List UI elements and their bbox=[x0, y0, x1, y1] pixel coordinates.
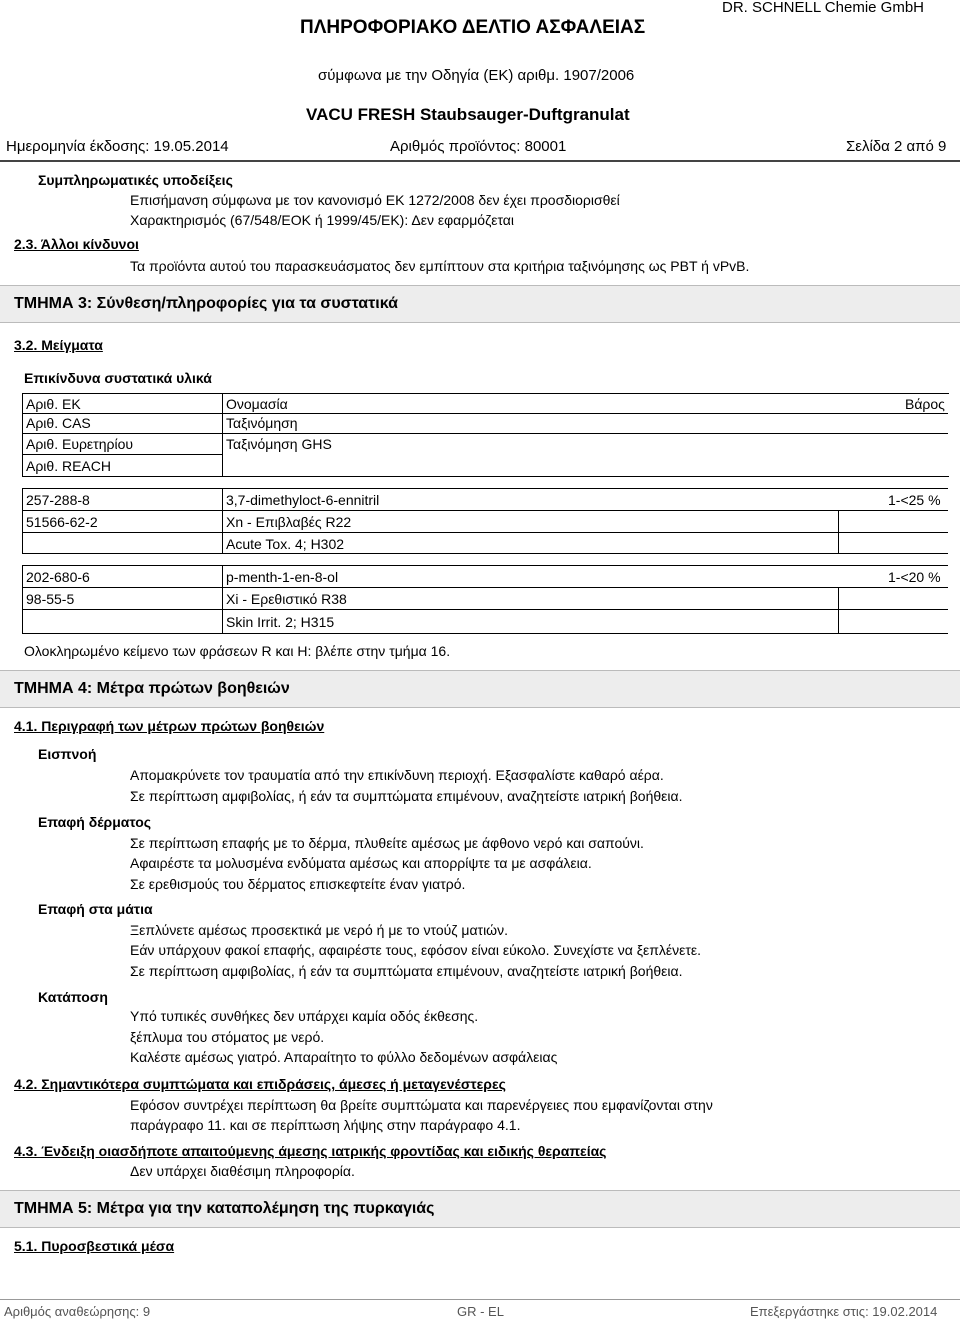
skin-label: Επαφή δέρματος bbox=[38, 814, 152, 830]
header-divider bbox=[0, 160, 960, 162]
component-weight: 1-<25 % bbox=[888, 492, 941, 508]
col-class: Ταξινόμηση bbox=[226, 415, 298, 431]
component-ghs: Acute Tox. 4; H302 bbox=[226, 536, 345, 552]
skin-text-1: Σε περίπτωση επαφής με το δέρμα, πλυθείτε αμέσως με άφθονο νερό και σαπούνι. bbox=[130, 835, 644, 851]
ingestion-text-2: ξέπλυμα του στόματος με νερό. bbox=[130, 1029, 325, 1045]
col-ec: Αριθ. ΕΚ bbox=[26, 396, 81, 412]
component-cas: 98-55-5 bbox=[26, 591, 75, 607]
issue-date: Ημερομηνία έκδοσης: 19.05.2014 bbox=[6, 138, 229, 155]
supplementary-line2: Χαρακτηρισμός (67/548/ΕΟΚ ή 1999/45/ΕΚ): Δεν εφαρμόζεται bbox=[130, 212, 515, 228]
section-5-bar bbox=[0, 1190, 960, 1228]
regulation-text: σύμφωνα με την Οδηγία (ΕΚ) αριθμ. 1907/2006 bbox=[318, 67, 635, 84]
edited-date: Επεξεργάστηκε στις: 19.02.2014 bbox=[750, 1304, 938, 1319]
section-3-bar bbox=[0, 285, 960, 323]
skin-text-2: Αφαιρέστε τα μολυσμένα ενδύματα αμέσως και απορρίψτε τα με ασφάλεια. bbox=[130, 855, 592, 871]
medical-attention-text: Δεν υπάρχει διαθέσιμη πληροφορία. bbox=[130, 1163, 355, 1179]
hazardous-components-heading: Επικίνδυνα συστατικά υλικά bbox=[24, 370, 212, 386]
inhalation-text-2: Σε περίπτωση αμφιβολίας, ή εάν τα συμπτώματα επιμένουν, αναζητείστε ιατρική βοήθεια. bbox=[130, 788, 683, 804]
first-aid-description-heading: 4.1. Περιγραφή των μέτρων πρώτων βοηθειών bbox=[14, 718, 325, 734]
component-class: Xn - Επιβλαβές R22 bbox=[226, 514, 352, 530]
col-name: Ονομασία bbox=[226, 396, 288, 412]
supplementary-line1: Επισήμανση σύμφωνα με τον κανονισμό ΕΚ 1272/2008 δεν έχει προσδιορισθεί bbox=[130, 192, 620, 208]
mixtures-heading: 3.2. Μείγματα bbox=[14, 337, 103, 353]
full-text-note: Ολοκληρωμένο κείμενο των φράσεων R και H: βλέπε στην τμήμα 16. bbox=[24, 643, 451, 659]
symptoms-text-2: παράγραφο 11. και σε περίπτωση λήψης στην παράγραφο 4.1. bbox=[130, 1117, 521, 1133]
ingestion-text-3: Καλέστε αμέσως γιατρό. Απαραίτητο το φύλλο δεδομένων ασφάλειας bbox=[130, 1049, 558, 1065]
product-name: VACU FRESH Staubsauger-Duftgranulat bbox=[306, 105, 630, 124]
col-index: Αριθ. Ευρετηρίου bbox=[26, 436, 134, 452]
inhalation-label: Εισπνοή bbox=[38, 746, 97, 762]
document-title: ΠΛΗΡΟΦΟΡΙΑΚΟ ΔΕΛΤΙΟ ΑΣΦΑΛΕΙΑΣ bbox=[300, 17, 646, 38]
col-reach: Αριθ. REACH bbox=[26, 458, 111, 474]
table-header-box bbox=[22, 393, 949, 477]
other-hazards-text: Τα προϊόντα αυτού του παρασκευάσματος δεν εμπίπτουν στα κριτήρια ταξινόμησης ως PBT ή vPvB. bbox=[130, 258, 750, 274]
extinguishing-media-heading: 5.1. Πυροσβεστικά μέσα bbox=[14, 1238, 175, 1254]
col-cas: Αριθ. CAS bbox=[26, 415, 91, 431]
section-4-title: ΤΜΗΜΑ 4: Μέτρα πρώτων βοηθειών bbox=[14, 680, 290, 697]
table-col-divider bbox=[222, 393, 223, 476]
component-class: Xi - Ερεθιστικό R38 bbox=[226, 591, 347, 607]
component-name: 3,7-dimethyloct-6-ennitril bbox=[226, 492, 380, 508]
col-weight: Βάρος bbox=[905, 396, 945, 412]
language-code: GR - EL bbox=[457, 1304, 504, 1319]
medical-attention-heading: 4.3. Ένδειξη οιασδήποτε απαιτούμενης άμεσης ιατρικής φροντίδας και ειδικής θεραπείας bbox=[14, 1143, 607, 1159]
company-name: DR. SCHNELL Chemie GmbH bbox=[722, 0, 924, 16]
inhalation-text-1: Απομακρύνετε τον τραυματία από την επικίνδυνη περιοχή. Εξασφαλίστε καθαρό αέρα. bbox=[130, 767, 664, 783]
ingestion-label: Κατάποση bbox=[38, 989, 108, 1005]
table-row: 257-288-8 bbox=[26, 492, 90, 508]
revision-number: Αριθμός αναθεώρησης: 9 bbox=[4, 1304, 151, 1319]
supplementary-heading: Συμπληρωματικές υποδείξεις bbox=[38, 172, 233, 188]
component-ghs: Skin Irrit. 2; H315 bbox=[226, 614, 335, 630]
product-number: Αριθμός προϊόντος: 80001 bbox=[390, 138, 567, 155]
table-row: 202-680-6 bbox=[26, 569, 90, 585]
other-hazards-heading: 2.3. Άλλοι κίνδυνοι bbox=[14, 236, 139, 252]
eyes-text-1: Ξεπλύνετε αμέσως προσεκτικά με νερό ή με το ντούζ ματιών. bbox=[130, 922, 508, 938]
component-name: p-menth-1-en-8-ol bbox=[226, 569, 339, 585]
symptoms-text-1: Εφόσον συντρέχει περίπτωση θα βρείτε συμπτώματα και παρενέργειες που εμφανίζονται στην bbox=[130, 1097, 713, 1113]
page-number: Σελίδα 2 από 9 bbox=[846, 138, 947, 155]
footer-divider bbox=[0, 1299, 960, 1300]
symptoms-heading: 4.2. Σημαντικότερα συμπτώματα και επιδράσεις, άμεσες ή μεταγενέστερες bbox=[14, 1076, 506, 1092]
section-5-title: ΤΜΗΜΑ 5: Μέτρα για την καταπολέμηση της πυρκαγιάς bbox=[14, 1200, 435, 1217]
component-cas: 51566-62-2 bbox=[26, 514, 98, 530]
component-weight: 1-<20 % bbox=[888, 569, 941, 585]
eyes-text-2: Εάν υπάρχουν φακοί επαφής, αφαιρέστε τους, εφόσον είναι εύκολο. Συνεχίστε να ξεπλένετε. bbox=[130, 942, 702, 958]
eyes-label: Επαφή στα μάτια bbox=[38, 901, 153, 917]
ingestion-text-1: Υπό τυπικές συνθήκες δεν υπάρχει καμία οδός έκθεσης. bbox=[130, 1008, 479, 1024]
eyes-text-3: Σε περίπτωση αμφιβολίας, ή εάν τα συμπτώματα επιμένουν, αναζητείστε ιατρική βοήθεια. bbox=[130, 963, 683, 979]
col-ghs: Ταξινόμηση GHS bbox=[226, 436, 332, 452]
section-4-bar bbox=[0, 670, 960, 708]
skin-text-3: Σε ερεθισμούς του δέρματος επισκεφτείτε έναν γιατρό. bbox=[130, 876, 466, 892]
section-3-title: ΤΜΗΜΑ 3: Σύνθεση/πληροφορίες για τα συστατικά bbox=[14, 295, 398, 312]
